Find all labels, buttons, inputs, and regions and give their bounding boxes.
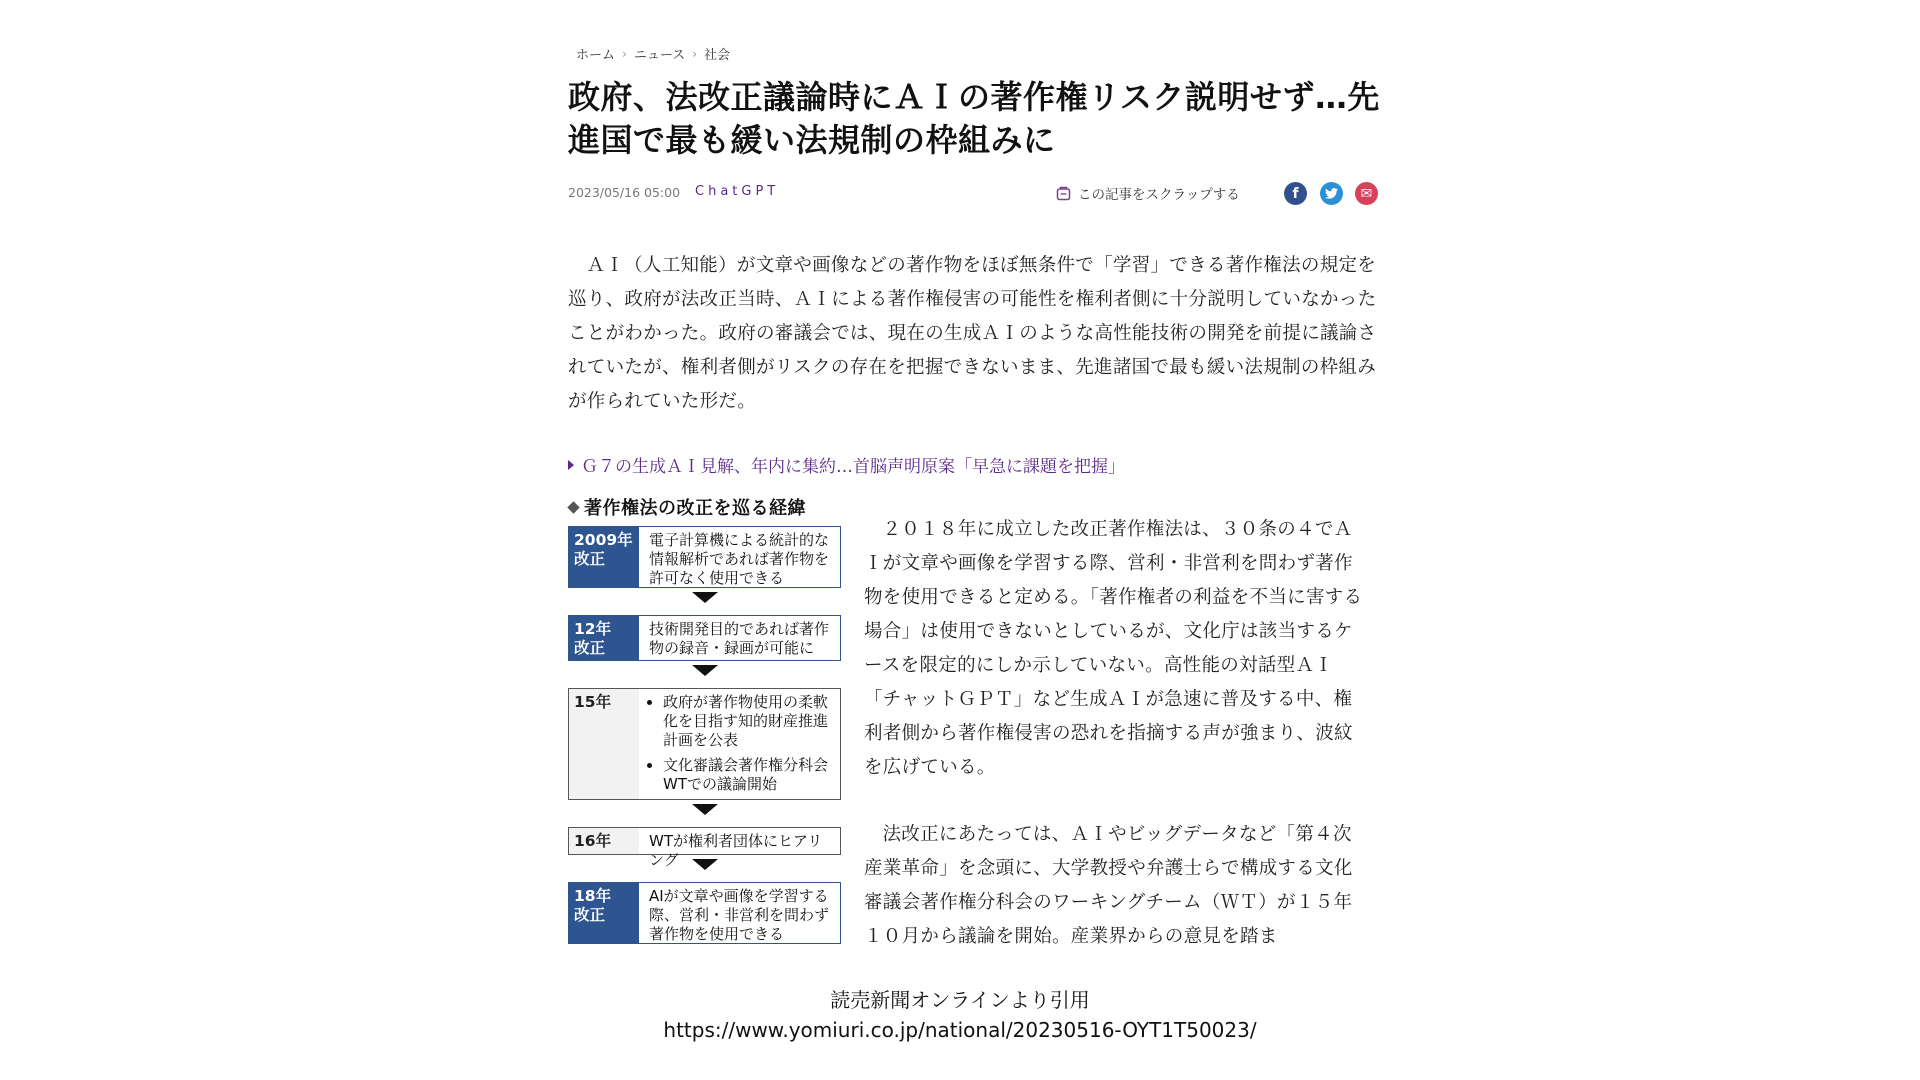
timeline-year: 15年 [569, 689, 639, 799]
twitter-share-icon[interactable] [1320, 182, 1343, 205]
related-article-link[interactable] [568, 452, 1125, 477]
related-article-label: Ｇ７の生成ＡＩ見解、年内に集約…首脳声明原案「早急に課題を把握」 [581, 457, 1125, 477]
timeline-bullet: • 文化審議会著作権分科会WTでの議論開始 [663, 756, 834, 794]
timeline-desc: AIが文章や画像を学習する際、営利・非営利を問わず著作物を使用できる [649, 887, 830, 943]
chevron-right-icon: › [622, 46, 627, 61]
down-arrow-icon [692, 859, 718, 870]
mail-share-icon[interactable]: ✉ [1355, 182, 1378, 205]
timeline-item [568, 688, 841, 800]
down-arrow-icon [692, 804, 718, 815]
body-paragraph: ２０１８年に成立した改正著作権法は、３０条の４でＡＩが文章や画像を学習する際、営利・非営利を問わず著作物を使用できると定める。「著作権者の利益を不当に害する場合」は使用できないとしているが、文化庁は該当するケースを限定的にしか示していない。高性能の対話型ＡＩ「チャットＧＰＴ」など生成ＡＩが急速に普及する中、権利者側から著作権侵害の恐れを指摘する声が強まり、波紋を広げている。 [864, 519, 1363, 778]
timeline-item [568, 526, 841, 588]
author-tag[interactable]: ChatGPT [695, 184, 780, 199]
breadcrumb-news[interactable]: ニュース [633, 48, 686, 63]
down-arrow-icon [692, 665, 718, 676]
chevron-right-icon: › [692, 46, 697, 61]
cube-icon [567, 501, 579, 513]
timeline-year: 16年 [569, 828, 639, 854]
facebook-share-icon[interactable]: f [1284, 182, 1307, 205]
article-headline: 政府、法改正議論時にＡＩの著作権リスク説明せず…先進国で最も緩い法規制の枠組みに [568, 78, 1380, 159]
publish-date: 2023/05/16 05:00 [568, 185, 681, 200]
body-paragraph: 法改正にあたっては、ＡＩやビッグデータなど「第４次産業革命」を念頭に、大学教授や弁護士らで構成する文化審議会著作権分科会のワーキングチーム（ＷＴ）が１５年１０月から議論を開始。産業界からの意見を踏ま [864, 824, 1353, 947]
timeline-desc [639, 689, 840, 799]
source-url: https://www.yomiuri.co.jp/national/20230516-OYT1T50023/ [663, 1018, 1257, 1042]
scrap-button[interactable] [1056, 183, 1240, 203]
breadcrumb-society[interactable]: 社会 [704, 48, 731, 63]
lede-paragraph: ＡＩ（人工知能）が文章や画像などの著作物をほぼ無条件で「学習」できる著作権法の規定を巡り、政府が法改正当時、ＡＩによる著作権侵害の可能性を権利者側に十分説明していなかったことがわかった。政府の審議会では、現在の生成ＡＩのような高性能技術の開発を前提に議論されていたが、権利者側がリスクの存在を把握できないまま、先進諸国で最も緩い法規制の枠組みが作られていた形だ。 [568, 255, 1377, 412]
triangle-right-icon [568, 460, 574, 470]
figure-title [568, 494, 806, 520]
article-meta [568, 183, 1380, 205]
timeline-item [568, 882, 841, 944]
breadcrumb-home[interactable]: ホーム [576, 48, 616, 63]
figure-title-text: 著作権法の改正を巡る経緯 [584, 498, 806, 519]
timeline-figure [568, 494, 843, 944]
timeline-desc: 電子計算機による統計的な情報解析であれば著作物を許可なく使用できる [649, 531, 830, 587]
breadcrumb [576, 44, 730, 63]
scrap-label: この記事をスクラップする [1078, 187, 1240, 203]
timeline-item [568, 615, 841, 661]
timeline-desc: 技術開発目的であれば著作物の録音・録画が可能に [649, 620, 830, 657]
scrap-icon [1056, 186, 1071, 201]
timeline-item [568, 827, 841, 869]
source-label: 読売新聞オンラインより引用 [830, 988, 1090, 1012]
timeline-desc: WTが権利者団体にヒアリング [649, 832, 823, 869]
timeline-year: 12年 改正 [569, 616, 639, 660]
timeline-bullet: • 政府が著作物使用の柔軟化を目指す知的財産推進計画を公表 [663, 693, 834, 750]
timeline-year: 2009年 改正 [569, 527, 639, 587]
timeline-year: 18年 改正 [569, 883, 639, 943]
source-citation [0, 985, 1920, 1045]
down-arrow-icon [692, 592, 718, 603]
